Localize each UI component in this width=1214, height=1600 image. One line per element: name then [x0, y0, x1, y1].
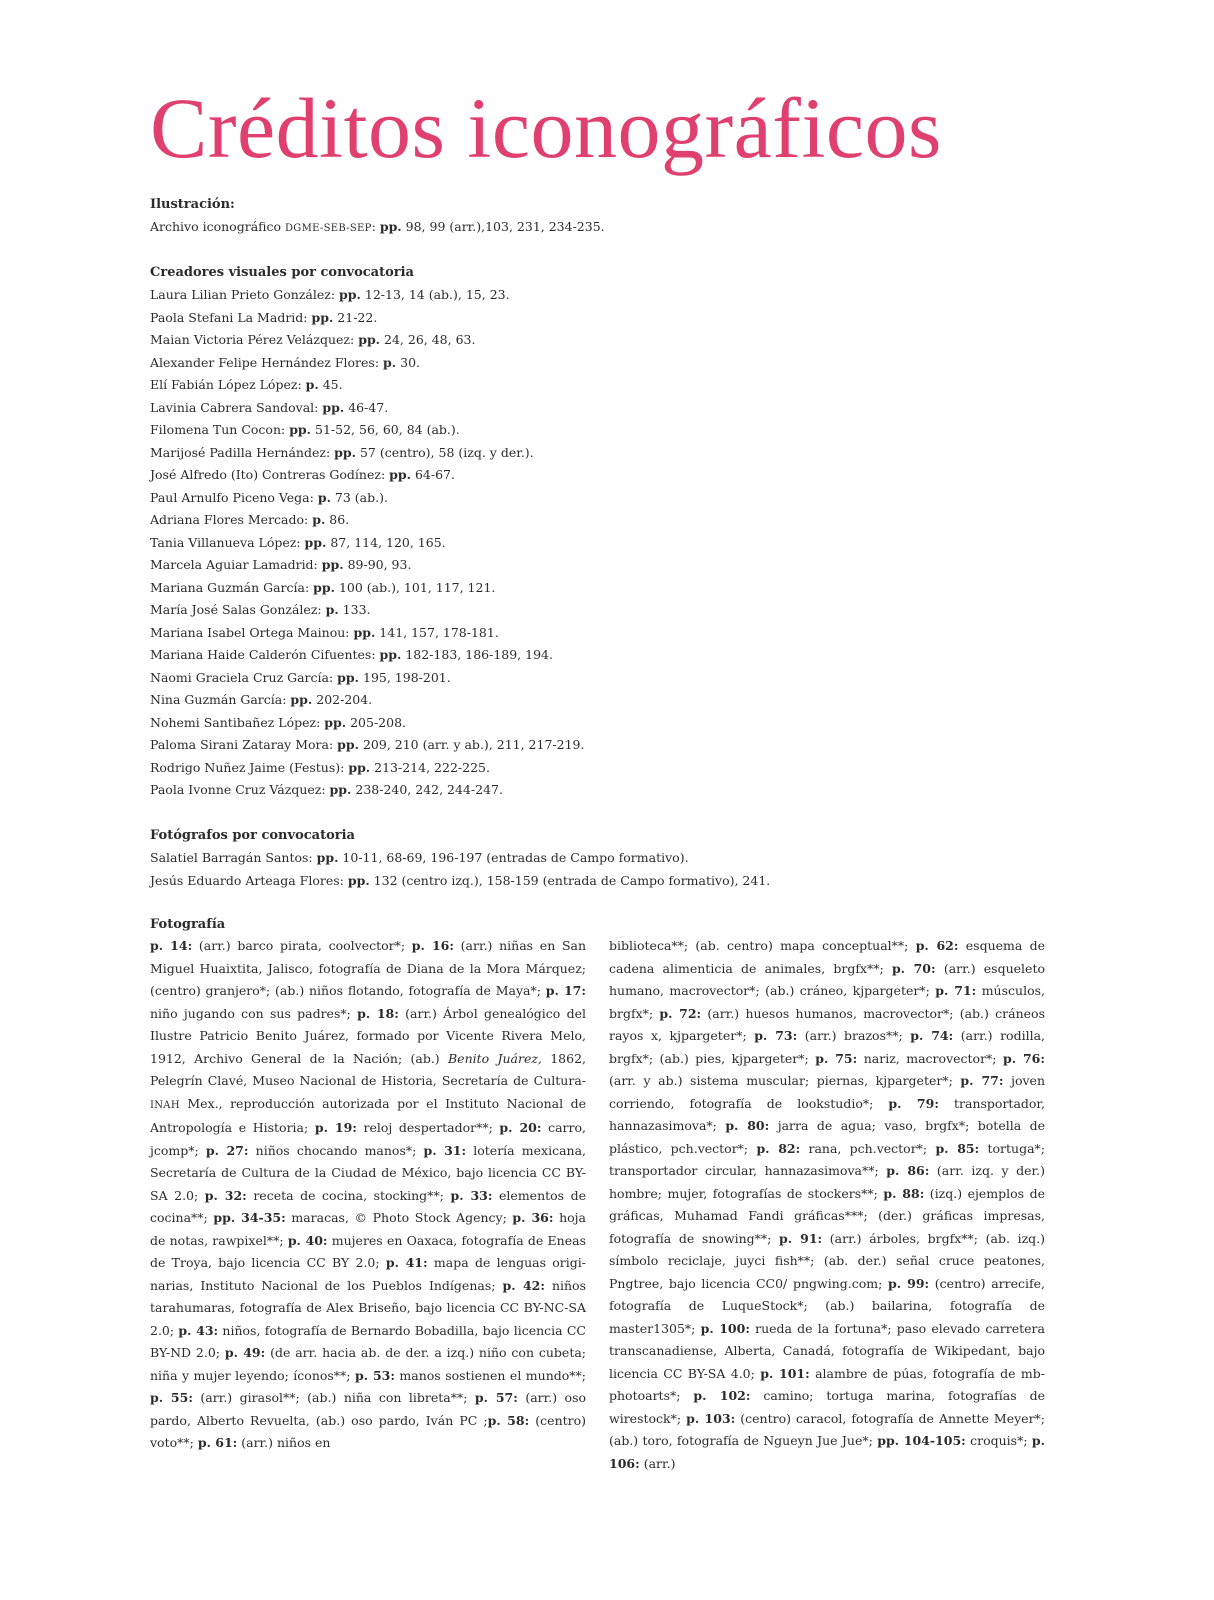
credit-text: (arr.) árboles, brgfx**; (ab. izq.) símbolo reciclaje, juyci fish**; (ab. der.) señal cruce peatones, Pngtree, bajo licencia CC0/ pngwing.com; [609, 1230, 1046, 1291]
page-ref: p. 72: [659, 1005, 702, 1021]
page-numbers: 100 (ab.), 101, 117, 121. [335, 579, 496, 595]
credit-entry [150, 757, 1060, 780]
credit-text: carro, jcomp*; [150, 1120, 587, 1158]
ilustracion-credit-line [150, 216, 1060, 239]
creator-name: Adriana Flores Mercado: [150, 512, 313, 527]
creator-name: Laura Lilian Prieto González: [150, 287, 340, 302]
page-ref: p. [317, 489, 331, 505]
credit-text: : [371, 219, 380, 234]
page-ref: p. 41: [385, 1255, 428, 1270]
artwork-title: Benito Juárez, [447, 1050, 542, 1066]
page-ref: p. 88: [883, 1185, 925, 1201]
page-ref: p. 86: [886, 1163, 930, 1178]
creator-name: Salatiel Barragán Santos: [150, 850, 317, 865]
page-title: Créditos iconográficos [150, 80, 942, 176]
page-ref: p. 85: [935, 1140, 980, 1156]
page-ref: pp. [379, 647, 402, 662]
credit-text: (arr.) oso pardo, Alberto Revuelta, (ab.) oso pardo, Iván PC ; [150, 1390, 587, 1428]
credit-entry [150, 667, 1060, 690]
page-numbers: 51-52, 56, 60, 84 (ab.). [311, 422, 460, 437]
credit-text: Mex., reproducción autorizada por el Instituto Nacional de Antropología e Historia; [150, 1095, 586, 1135]
credit-entry [150, 307, 1060, 330]
page-ref: p. 80: [725, 1118, 770, 1133]
credit-text: (arr. izq. y der.) hombre; mujer, fotografías de stockers**; [609, 1163, 1046, 1201]
page-ref: p. 62: [915, 938, 959, 953]
page-ref: p. 79: [888, 1095, 939, 1111]
credit-text: rueda de la fortuna*; paso elevado carretera transcanadiense, Alberta, Canadá, fotografía de Wikipedant, bajo licencia CC BY-SA 4.0; [609, 1320, 1045, 1381]
credit-text: (arr.) barco pirata, coolvector*; [192, 938, 412, 953]
credit-text: (izq.) ejemplos de gráficas, Muhamad Fandi gráficas***; (der.) gráficas impresas, fotografía de snowing**; [609, 1185, 1045, 1246]
page-ref: pp. [316, 850, 339, 865]
page-numbers: 238-240, 242, 244-247. [351, 782, 503, 797]
page-ref: pp. [337, 737, 359, 752]
page-ref: pp. 34-35: [213, 1210, 286, 1225]
page-ref: p. 99: [887, 1275, 930, 1291]
page-ref: pp. [337, 669, 360, 685]
credit-text: (centro) voto**; [150, 1412, 587, 1450]
credit-text: mapa de lenguas originarias, Instituto Nacional de los Pueblos Indígenas; [150, 1255, 586, 1293]
credit-entry [150, 284, 1060, 307]
page-ref: p. 32: [204, 1187, 247, 1203]
credit-entry [150, 442, 1060, 465]
credit-entry [150, 397, 1060, 420]
page-numbers: 46-47. [344, 399, 389, 415]
page-ref: p. 49: [224, 1345, 266, 1360]
credit-text: tortuga*; transportador circular, hannazasimova**; [609, 1140, 1046, 1178]
page-ref: p. 74: [910, 1028, 954, 1043]
credit-text: (arr.) rodilla, brgfx*; (ab.) pies, kjpargeter*; [609, 1028, 1045, 1066]
page-numbers: 86. [325, 512, 350, 527]
creator-name: José Alfredo (Ito) Contreras Godínez: [150, 467, 390, 482]
credit-text: biblioteca**; (ab. centro) mapa conceptual**; [609, 938, 916, 953]
page-ref: p. 102: [693, 1388, 751, 1403]
credit-text: (de arr. hacia ab. de der. a izq.) niño con cubeta; niña y mujer leyendo; íconos**; [150, 1345, 587, 1383]
fotografos-heading: Fotógrafos por convocatoria [150, 828, 355, 843]
page-ref: p. 75: [815, 1050, 858, 1066]
credit-entry [150, 644, 1060, 667]
credit-text: niño jugando con sus padres*; [150, 1005, 358, 1021]
credit-text: (arr. y ab.) sistema muscular; piernas, kjpargeter*; [609, 1073, 961, 1088]
page-ref: p. 71: [935, 983, 977, 998]
page-ref: pp. [313, 579, 335, 595]
ilustracion-heading: Ilustración: [150, 197, 235, 212]
credit-text: mujeres en Oaxaca, fotografía de Eneas de Troya, bajo licencia CC BY 2.0; [150, 1232, 586, 1270]
creator-name: Tania Villanueva López: [150, 534, 305, 550]
page-ref: pp. [304, 534, 327, 550]
page-ref: p. [305, 377, 319, 392]
credit-entry [150, 622, 1060, 645]
credit-text: (centro) arrecife, fotografía de LuqueStock*; (ab.) bailarina, fotografía de master1305*; [609, 1275, 1045, 1336]
credit-entry [150, 689, 1060, 712]
page-numbers: 202-204. [312, 692, 373, 707]
page-numbers: 10-11, 68-69, 196-197 (entradas de Campo formativo). [338, 850, 689, 865]
creadores-heading: Creadores visuales por convocatoria [150, 265, 414, 280]
page-ref: p. 27: [205, 1142, 249, 1158]
page-ref: pp. [353, 624, 376, 640]
credit-text: (arr.) huesos humanos, macrovector*; (ab.) cráneos rayos x, kjpargeter*; [609, 1005, 1045, 1043]
page-ref: p. [312, 512, 326, 527]
page-ref: p. 73: [754, 1028, 798, 1043]
creator-name: Paloma Sirani Zataray Mora: [150, 737, 338, 752]
creator-name: Filomena Tun Cocon: [150, 422, 290, 437]
credit-text: 98, 99 (arr.),103, 231, 234-235. [401, 219, 605, 234]
page-ref: p. 57: [474, 1390, 518, 1405]
page-ref: pp. [289, 422, 312, 437]
credit-text: reloj despertador**; [356, 1120, 500, 1135]
credit-entry [150, 599, 1060, 622]
fotografia-heading: Fotografía [150, 917, 226, 932]
fotografia-column-left [150, 935, 587, 1450]
page-ref: p. 58: [487, 1412, 530, 1428]
page-ref: pp. [324, 714, 347, 730]
credit-entry [150, 419, 1060, 442]
ilustracion-section [150, 193, 1060, 239]
page-ref: pp. [339, 287, 361, 302]
page-numbers: 24, 26, 48, 63. [380, 332, 476, 347]
page-ref: pp. [347, 872, 370, 888]
fotografia-section [150, 913, 1060, 936]
credit-text: receta de cocina, stocking**; [246, 1187, 451, 1203]
creator-name: Mariana Guzmán García: [150, 579, 314, 595]
credit-text: rana, pch.vector*; [800, 1140, 936, 1156]
credit-entry [150, 870, 1060, 893]
page-ref: pp. [358, 332, 381, 347]
page-ref: p. 100: [700, 1320, 750, 1336]
credit-text: manos sostienen el mundo**; [394, 1367, 586, 1383]
credit-text: (arr.) niños en [237, 1435, 331, 1450]
page-numbers: 57 (centro), 58 (izq. y der.). [355, 444, 534, 460]
credit-text: 1862, Pelegrín Clavé, Museo Nacional de Historia, Secretaría de Cultura- [150, 1050, 587, 1088]
creator-name: Jesús Eduardo Arteaga Flores: [150, 872, 348, 888]
page-ref: p. [383, 354, 397, 370]
creator-name: Lavinia Cabrera Sandoval: [150, 399, 323, 415]
page-ref: pp. [311, 309, 334, 325]
credit-entry [150, 532, 1060, 555]
page-numbers: 64-67. [411, 467, 455, 482]
creadores-section [150, 261, 1060, 802]
credit-text: elementos de cocina**; [150, 1187, 587, 1225]
page-ref: p. 31: [423, 1142, 467, 1158]
page-ref: p. 18: [357, 1005, 399, 1021]
page-ref: p. 36: [512, 1210, 554, 1225]
page-ref: p. 16: [411, 938, 454, 953]
creator-name: Nohemi Santibañez López: [150, 714, 325, 730]
page-ref: p. 101: [760, 1365, 810, 1381]
creator-name: Maian Victoria Pérez Velázquez: [150, 332, 359, 347]
credit-text: hoja de notas, rawpixel**; [150, 1210, 587, 1248]
page-ref: pp. [329, 782, 352, 797]
creator-name: Naomi Graciela Cruz García: [150, 669, 338, 685]
credit-text: Archivo iconográfico [150, 219, 285, 234]
credit-entry [150, 847, 1060, 870]
creator-name: Rodrigo Nuñez Jaime (Festus): [150, 759, 349, 775]
page-numbers: 73 (ab.). [330, 489, 388, 505]
page-ref: pp. [290, 692, 313, 707]
page-ref: pp. [389, 467, 411, 482]
credit-text: (arr.) niñas en San Miguel Huaixtita, Jalisco, fotografía de Diana de la Mora Márquez; (centro) granjero*; (ab.) niños flotando, fotografía de Maya*; [150, 938, 587, 998]
page-ref: pp. [348, 759, 371, 775]
credit-text: esquema de cadena alimenticia de animales, brgfx**; [609, 938, 1046, 976]
credit-entry [150, 487, 1060, 510]
creator-name: Alexander Felipe Hernández Flores: [150, 354, 384, 370]
page-numbers: 30. [396, 354, 420, 370]
fotografos-section [150, 824, 1060, 892]
credit-entry [150, 329, 1060, 352]
creator-name: Marijosé Padilla Hernández: [150, 444, 335, 460]
page-numbers: 132 (centro izq.), 158-159 (entrada de Campo formativo), 241. [369, 872, 771, 888]
credit-text: (arr.) brazos**; [797, 1028, 911, 1043]
page-ref: p. 82: [756, 1140, 801, 1156]
page-ref: pp. [379, 219, 402, 234]
creadores-list [150, 284, 1060, 802]
credit-entry [150, 352, 1060, 375]
page-numbers: 182-183, 186-189, 194. [401, 647, 553, 662]
credit-entry [150, 464, 1060, 487]
credit-text: (centro) caracol, fotografía de Annette Meyer*; (ab.) toro, fotografía de Ngueyn Jue Jue*; [609, 1410, 1046, 1448]
page-ref: p. 103: [686, 1410, 736, 1426]
page-ref: p. 55: [150, 1390, 193, 1405]
page-ref: p. 76: [1003, 1050, 1045, 1066]
creator-name: Mariana Haide Calderón Cifuentes: [150, 647, 380, 662]
credit-entry [150, 509, 1060, 532]
acronym: INAH [150, 1099, 180, 1111]
credit-entry [150, 374, 1060, 397]
page-ref: p. 42: [502, 1277, 545, 1293]
credit-entry [150, 712, 1060, 735]
fotografos-list [150, 847, 1060, 892]
page-ref: p. 33: [450, 1187, 493, 1203]
fotografia-column-right [609, 935, 1046, 1471]
page-ref: pp. [334, 444, 356, 460]
page-ref: p. 19: [314, 1120, 357, 1135]
page-ref: p. 106: [609, 1433, 1046, 1471]
credit-text: jarra de agua; vaso, brgfx*; botella de plástico, pch.vector*; [609, 1118, 1046, 1156]
creator-name: Paola Ivonne Cruz Vázquez: [150, 782, 330, 797]
page-numbers: 213-214, 222-225. [370, 759, 490, 775]
credit-entry [150, 554, 1060, 577]
page-numbers: 45. [318, 377, 343, 392]
credit-text: (arr.) Árbol genealógico del Ilustre Patricio Benito Juárez, formado por Vicente Rivera Melo, 1912, Archivo General de la Nación; (ab.) [150, 1005, 586, 1066]
credit-text: transportador, hannazasimova*; [609, 1095, 1045, 1133]
page-numbers: 205-208. [346, 714, 407, 730]
credit-entry [150, 779, 1060, 802]
creator-name: Nina Guzmán García: [150, 692, 291, 707]
credit-entry [150, 577, 1060, 600]
page-ref: p. [325, 602, 339, 617]
acronym: DGME-SEB-SEP [284, 223, 372, 234]
page-ref: p. 77: [960, 1073, 1004, 1088]
page-ref: p. 53: [355, 1367, 395, 1383]
page-numbers: 209, 210 (arr. y ab.), 211, 217-219. [358, 737, 585, 752]
credit-text: nariz, macrovector*; [857, 1050, 1004, 1066]
page-ref: pp. [322, 399, 345, 415]
page-ref: p. 70: [891, 960, 936, 976]
creator-name: María José Salas González: [150, 602, 326, 617]
page-numbers: 12-13, 14 (ab.), 15, 23. [360, 287, 510, 302]
page-ref: p. 17: [545, 983, 586, 998]
page-numbers: 21-22. [333, 309, 378, 325]
credit-text: (arr.) [639, 1455, 676, 1471]
page-numbers: 89-90, 93. [343, 557, 412, 572]
page-ref: p. 40: [287, 1232, 328, 1248]
credit-text: músculos, brgfx*; [609, 983, 1045, 1021]
page-ref: p. 14: [150, 938, 193, 953]
credit-text: maracas, © Photo Stock Agency; [285, 1210, 513, 1225]
page-ref: p. 43: [178, 1322, 219, 1338]
page-numbers: 141, 157, 178-181. [375, 624, 499, 640]
credit-text: lotería mexicana, Secretaría de Cultura de la Ciudad de México, bajo licencia CC BY-SA 2.0; [150, 1142, 586, 1203]
credit-text: (arr.) esqueleto humano, macrovector*; (ab.) cráneo, kjpargeter*; [609, 960, 1045, 998]
credit-text: niños tarahumaras, fotografía de Alex Briseño, bajo licencia CC BY-NC-SA 2.0; [150, 1277, 586, 1338]
creator-name: Paul Arnulfo Piceno Vega: [150, 489, 318, 505]
credit-entry [150, 734, 1060, 757]
page-ref: pp. 104-105: [877, 1433, 966, 1448]
page-numbers: 87, 114, 120, 165. [326, 534, 446, 550]
creator-name: Mariana Isabel Ortega Mainou: [150, 624, 354, 640]
credit-text: niños chocando manos*; [248, 1142, 424, 1158]
credit-text: joven corriendo, fotografía de lookstudio*; [609, 1073, 1045, 1111]
creator-name: Marcela Aguiar Lamadrid: [150, 557, 322, 572]
credit-text: croquis*; [965, 1433, 1032, 1448]
credit-text: (arr.) girasol**; (ab.) niña con libreta**; [192, 1390, 475, 1405]
page-ref: p. 61: [197, 1435, 238, 1450]
page-ref: pp. [321, 557, 344, 572]
credit-text: alambre de púas, fotografía de mb-photoarts*; [609, 1365, 1045, 1403]
page-numbers: 195, 198-201. [359, 669, 451, 685]
page-ref: p. 20: [499, 1120, 542, 1135]
credit-text: niños, fotografía de Bernardo Bobadilla, bajo licencia CC BY-ND 2.0; [150, 1322, 587, 1360]
page-ref: p. 91: [779, 1230, 823, 1246]
page-numbers: 133. [338, 602, 371, 617]
creator-name: Elí Fabián López López: [150, 377, 306, 392]
credit-text: camino; tortuga marina, fotografías de wirestock*; [609, 1388, 1045, 1426]
creator-name: Paola Stefani La Madrid: [150, 309, 312, 325]
